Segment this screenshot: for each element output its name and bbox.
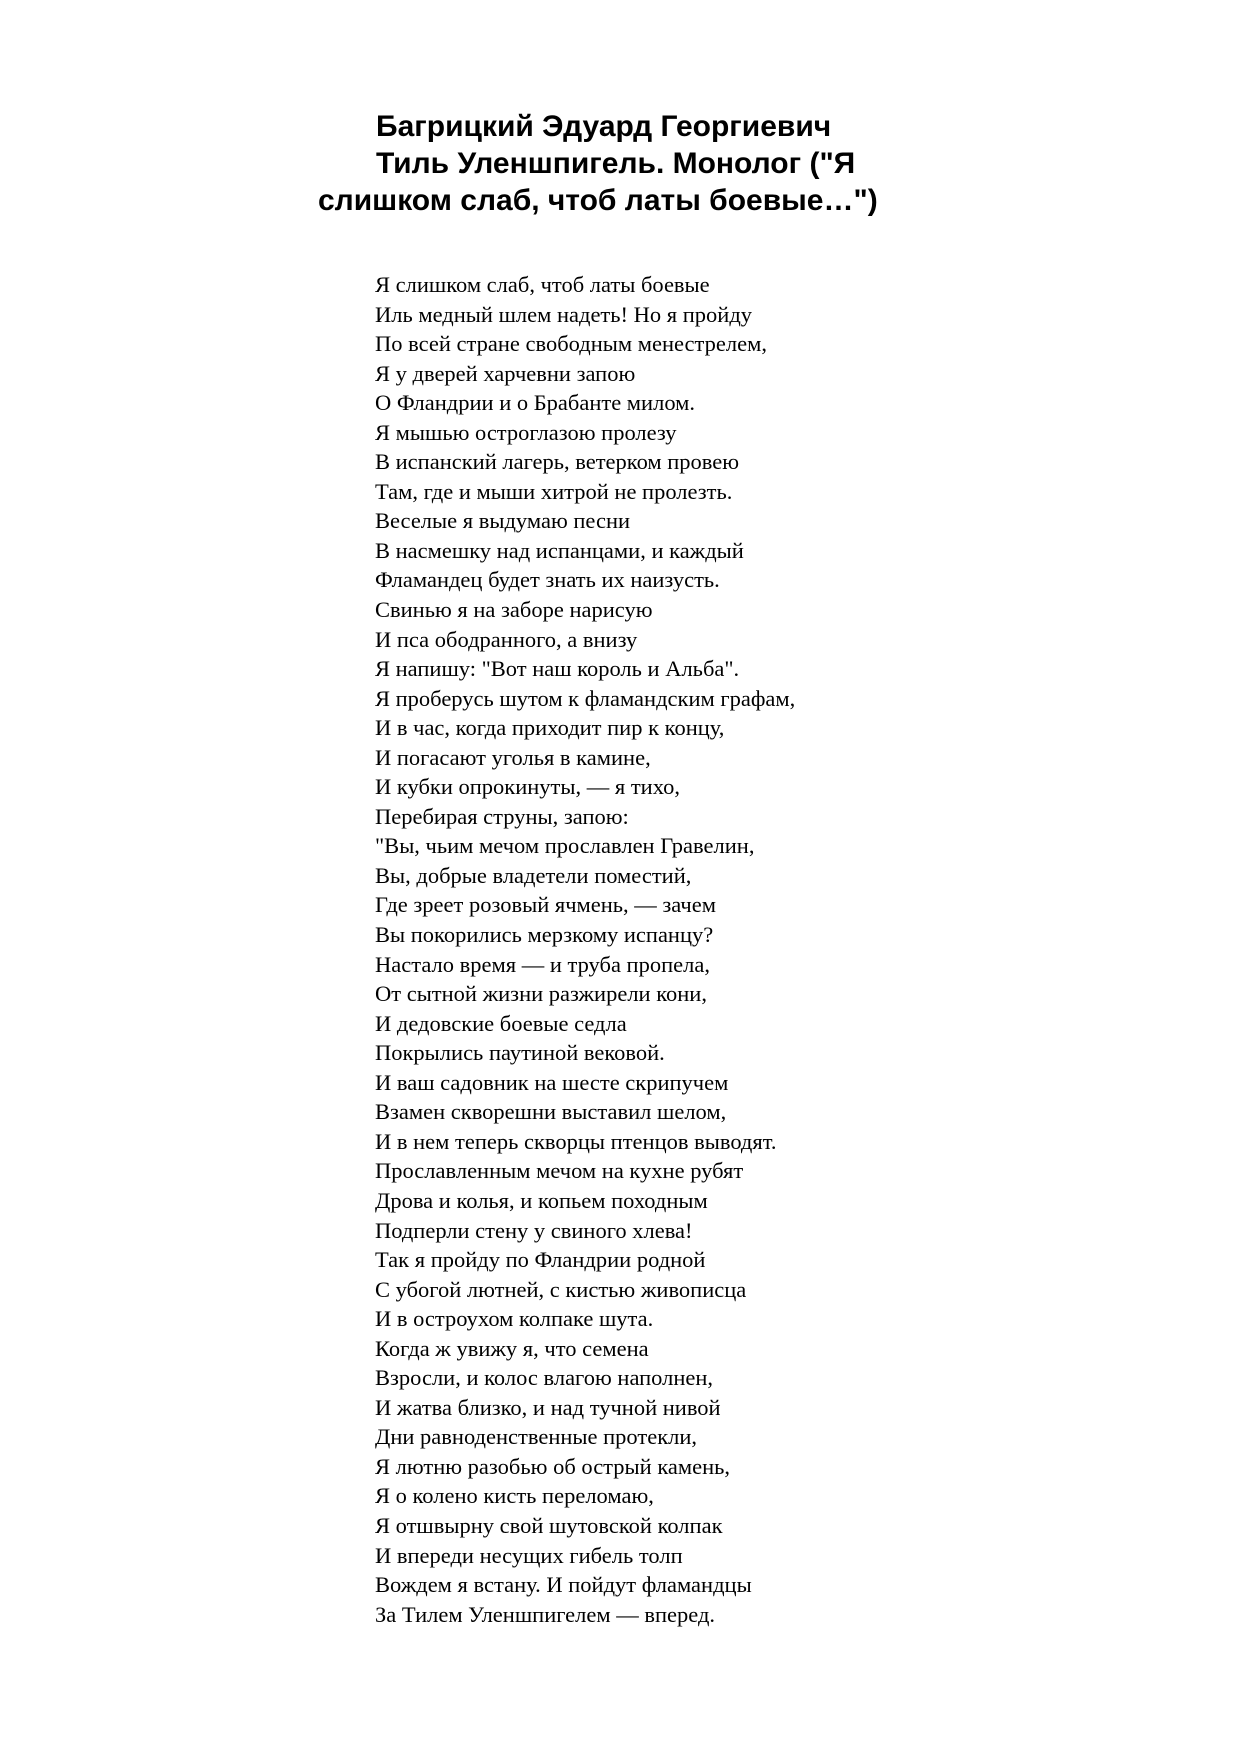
poem-line: Взросли, и колос влагою наполнен, [375, 1365, 714, 1391]
poem-line: Дни равноденственные протекли, [375, 1424, 698, 1450]
poem-line: Я отшвырну свой шутовской колпак [375, 1512, 723, 1538]
poem-line: Взамен скворешни выставил шелом, [375, 1099, 727, 1125]
title-work: Тиль Уленшпигель. Монолог ("Я [376, 147, 856, 180]
poem-line: Вы покорились мерзкому испанцу? [375, 922, 714, 948]
poem-line: Покрылись паутиной вековой. [375, 1040, 665, 1066]
poem-line: О Фландрии и о Брабанте милом. [375, 390, 695, 416]
poem-line: Я напишу: "Вот наш король и Альба". [375, 656, 740, 682]
poem-line: "Вы, чьим мечом прославлен Гравелин, [375, 833, 755, 859]
poem-line: Свинью я на заборе нарисую [375, 597, 653, 623]
poem-line: Перебирая струны, запою: [375, 803, 629, 829]
title-author: Багрицкий Эдуард Георгиевич [376, 110, 832, 143]
poem-line: Вождем я встану. И пойдут фламандцы [375, 1572, 752, 1598]
poem-line: Я лютню разобью об острый камень, [375, 1453, 731, 1479]
poem-line: И ваш садовник на шесте скрипучем [375, 1069, 729, 1095]
poem-line: Дрова и колья, и копьем походным [375, 1187, 708, 1213]
poem-line: И жатва близко, и над тучной нивой [375, 1394, 721, 1420]
poem-line: Прославленным мечом на кухне рубят [375, 1158, 744, 1184]
poem-line: И пса ободранного, а внизу [375, 626, 638, 652]
poem-line: Вы, добрые владетели поместий, [375, 862, 692, 888]
poem-line: Я слишком слаб, чтоб латы боевые [375, 272, 710, 297]
poem-line: И в остроухом колпаке шута. [375, 1306, 654, 1332]
poem-line: И погасают уголья в камине, [375, 744, 651, 770]
poem-line: Я мышью остроглазою пролезу [375, 419, 677, 445]
poem-line: Я о колено кисть переломаю, [375, 1483, 654, 1509]
poem-line: Я проберусь шутом к фламандским графам, [375, 685, 796, 711]
poem-line: В насмешку над испанцами, и каждый [375, 537, 744, 563]
poem-line: Иль медный шлем надеть! Но я пройду [375, 301, 753, 327]
poem-line: И дедовские боевые седла [375, 1010, 627, 1036]
poem-line: И в час, когда приходит пир к концу, [375, 715, 725, 741]
poem-line: В испанский лагерь, ветерком провею [375, 449, 740, 475]
poem-line: С убогой лютней, с кистью живописца [375, 1276, 747, 1302]
poem-line: Настало время — и труба пропела, [375, 951, 710, 977]
poem-line: Веселые я выдумаю песни [375, 508, 631, 534]
poem-line: За Тилем Уленшпигелем — вперед. [375, 1601, 716, 1627]
poem-line: Где зреет розовый ячмень, — зачем [375, 892, 716, 918]
poem-line: По всей стране свободным менестрелем, [375, 331, 767, 357]
poem-line: И кубки опрокинуты, — я тихо, [375, 774, 680, 800]
poem-line: И в нем теперь скворцы птенцов выводят. [375, 1128, 777, 1154]
poem-line: Я у дверей харчевни запою [375, 360, 636, 386]
poem-line: И впереди несущих гибель толп [375, 1542, 683, 1568]
poem-line: Фламандец будет знать их наизусть. [375, 567, 720, 593]
poem-text [375, 270, 1195, 1629]
poem-line: Подперли стену у свиного хлева! [375, 1217, 693, 1243]
poem-line: Там, где и мыши хитрой не пролезть. [375, 478, 733, 504]
poem-line: Когда ж увижу я, что семена [375, 1335, 649, 1361]
poem-line: От сытной жизни разжирели кони, [375, 981, 707, 1007]
poem-line: Так я пройду по Фландрии родной [375, 1247, 706, 1273]
document-title [0, 108, 1242, 219]
title-work-continued: слишком слаб, чтоб латы боевые…") [318, 184, 878, 217]
